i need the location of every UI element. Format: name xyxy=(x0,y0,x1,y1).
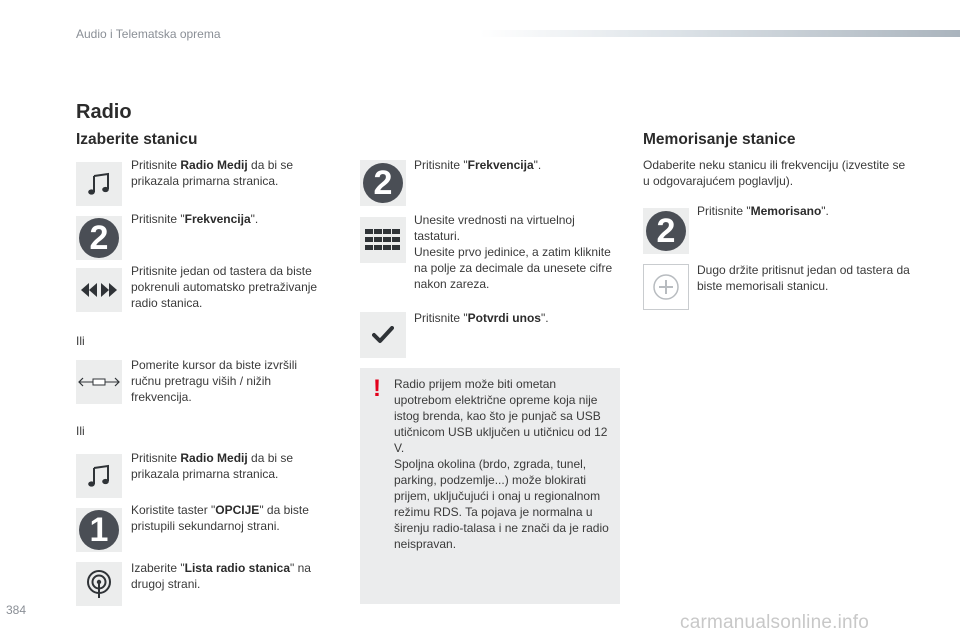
number-2-icon: 2 xyxy=(360,160,406,206)
page-title: Radio xyxy=(76,101,132,123)
radio-antenna-icon xyxy=(76,562,122,606)
step-frequency: Pritisnite "Frekvencija". xyxy=(131,212,259,226)
music-note-icon xyxy=(76,454,122,498)
memorize-intro: Odaberite neku stanicu ili frekvenciju (izvestite se u odgovarajućem poglavlju). xyxy=(643,158,906,188)
header-bar xyxy=(480,30,960,37)
step-frequency-mid: Pritisnite "Frekvencija". xyxy=(414,158,542,172)
step-station-list: Izaberite "Lista radio stanica" na drugoj strani. xyxy=(131,561,311,591)
watermark: carmanualsonline.info xyxy=(680,612,870,633)
number-1-icon: 1 xyxy=(76,508,122,552)
step-manual-search: Pomerite kursor da biste izvršili ručnu pretragu viših / nižih frekvencija. xyxy=(131,358,298,404)
keypad-icon xyxy=(360,217,406,263)
warning-text: Radio prijem može biti ometan upotrebom električne opreme koja nije istog brenda, kao što je punjač sa USB utičnicom USB uključen u utičnicu od 12 V. Spoljna okolina (brdo, zgrada, tunel, parking, podzemlje...) može blokirati prijem, uključujući i onaj u regionalnom režimu RDS. Ta pojava je normalna u širenju radio-talasa i ne znači da je radio neispravan. xyxy=(394,377,609,551)
or-label-1: Ili xyxy=(76,334,85,348)
warning-icon: ! xyxy=(373,375,381,402)
step-radio-media-2: Pritisnite Radio Medij da bi se prikazala primarna stranica. xyxy=(131,451,294,481)
step-long-press: Dugo držite pritisnut jedan od tastera da biste memorisali stanicu. xyxy=(697,263,910,293)
number-2-icon: 2 xyxy=(76,216,122,260)
step-confirm: Pritisnite "Potvrdi unos". xyxy=(414,311,549,325)
checkmark-icon xyxy=(360,312,406,358)
music-note-icon xyxy=(76,162,122,206)
header-title: Audio i Telematska oprema xyxy=(76,27,221,41)
step-options: Koristite taster "OPCIJE" da biste pristupili sekundarnoj strani. xyxy=(131,503,309,533)
number-2-icon: 2 xyxy=(643,208,689,254)
step-auto-search: Pritisnite jedan od tastera da biste pokrenuli automatsko pretraživanje radio stanica. xyxy=(131,264,318,310)
or-label-2: Ili xyxy=(76,424,85,438)
section-title-memorize: Memorisanje stanice xyxy=(643,131,796,148)
section-title-select-station: Izaberite stanicu xyxy=(76,131,198,148)
step-memorized: Pritisnite "Memorisano". xyxy=(697,204,829,218)
step-virtual-keyboard: Unesite vrednosti na virtuelnoj tastaturi. Unesite prvo jedinice, a zatim kliknite na polje za decimale da unesete cifre nakon zareza. xyxy=(414,213,613,291)
page-number: 384 xyxy=(6,603,27,617)
seek-arrows-icon xyxy=(76,268,122,312)
plus-circle-icon xyxy=(643,264,689,310)
slider-cursor-icon xyxy=(76,360,122,404)
step-radio-media-1: Pritisnite Radio Medij da bi se prikazala primarna stranica. xyxy=(131,158,294,188)
